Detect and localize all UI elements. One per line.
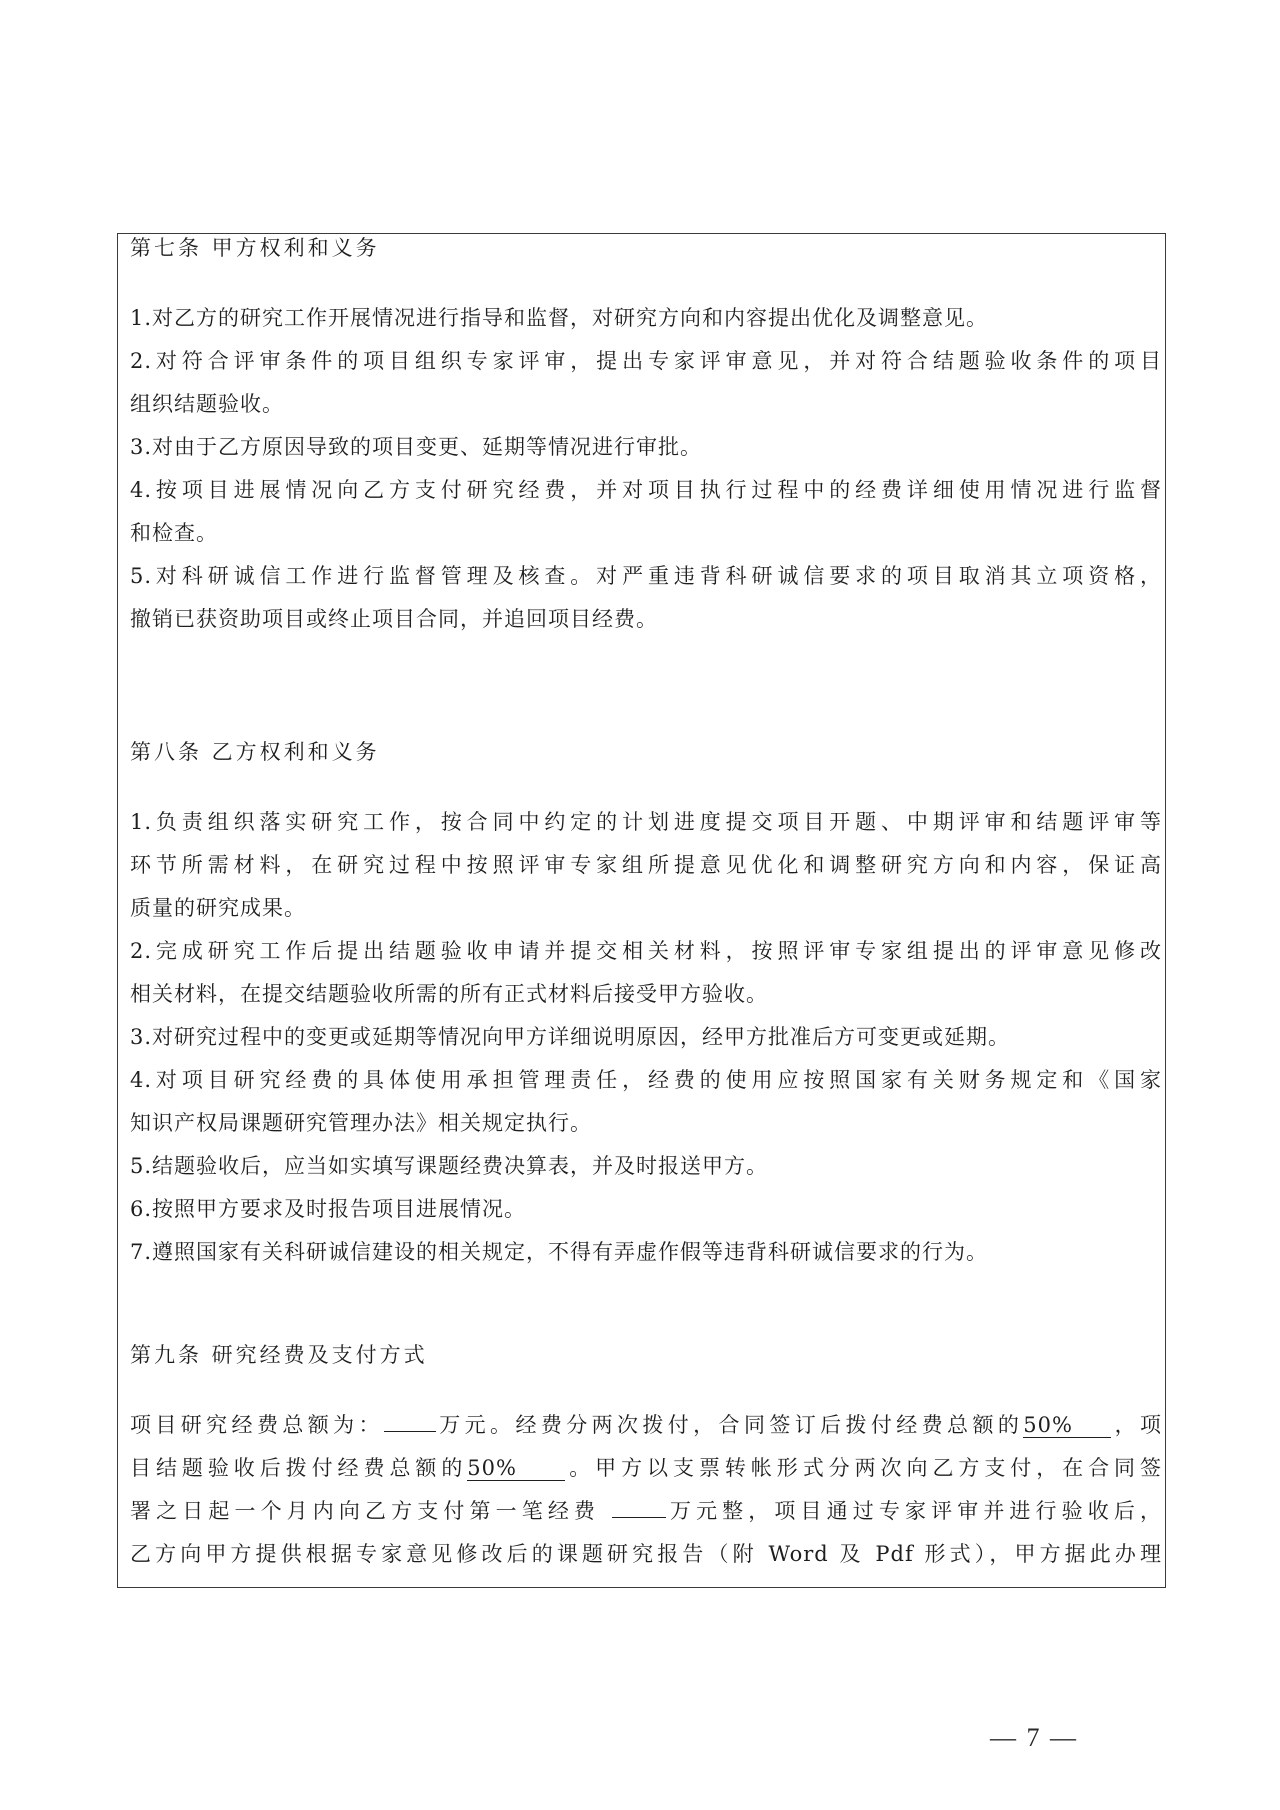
article-9-text: 万元。经费分两次拨付，合同签订后拨付经费总额的	[435, 1413, 1024, 1437]
article-8-line: 相关材料，在提交结题验收所需的所有正式材料后接受甲方验收。	[130, 982, 768, 1006]
article-9-text: 署之日起一个月内向乙方支付第一笔经费	[130, 1499, 612, 1523]
page-number: — 7 —	[990, 1723, 1078, 1752]
article-9-heading: 第九条 研究经费及支付方式	[130, 1343, 428, 1367]
article-7-line: 组织结题验收。	[130, 392, 284, 416]
article-8-line: 4.对项目研究经费的具体使用承担管理责任，经费的使用应按照国家有关财务规定和《国家	[130, 1068, 1162, 1092]
article-9-line	[130, 1458, 1162, 1481]
article-8-line: 5.结题验收后，应当如实填写课题经费决算表，并及时报送甲方。	[130, 1154, 769, 1178]
article-8-line: 6.按照甲方要求及时报告项目进展情况。	[130, 1197, 527, 1221]
article-8-line: 3.对研究过程中的变更或延期等情况向甲方详细说明原因，经甲方批准后方可变更或延期。	[130, 1025, 1011, 1049]
article-7-line: 3.对由于乙方原因导致的项目变更、延期等情况进行审批。	[130, 435, 703, 459]
blank-first-payment-amount	[612, 1516, 666, 1518]
article-8-line: 2.完成研究工作后提出结题验收申请并提交相关材料，按照评审专家组提出的评审意见修改	[130, 939, 1162, 963]
final-payment-percentage: 50%	[467, 1458, 565, 1481]
article-7-line: 4.按项目进展情况向乙方支付研究经费，并对项目执行过程中的经费详细使用情况进行监督	[130, 478, 1162, 502]
article-8-line: 质量的研究成果。	[130, 896, 306, 920]
article-9-text: 项目研究经费总额为：	[130, 1413, 384, 1437]
article-7-line: 2.对符合评审条件的项目组织专家评审，提出专家评审意见，并对符合结题验收条件的项目	[130, 349, 1162, 373]
article-8-line: 7.遵照国家有关科研诚信建设的相关规定，不得有弄虚作假等违背科研诚信要求的行为。	[130, 1240, 989, 1264]
article-7-line: 1.对乙方的研究工作开展情况进行指导和监督，对研究方向和内容提出优化及调整意见。	[130, 306, 989, 330]
article-9-text: 。甲方以支票转帐形式分两次向乙方支付，在合同签	[565, 1456, 1163, 1480]
article-9-line	[130, 1415, 1162, 1438]
article-7-line: 撤销已获资助项目或终止项目合同，并追回项目经费。	[130, 607, 658, 631]
article-9-line	[130, 1501, 1162, 1522]
article-7-heading: 第七条 甲方权利和义务	[130, 236, 380, 260]
article-7-line: 和检查。	[130, 521, 218, 545]
article-8-line: 环节所需材料，在研究过程中按照评审专家组所提意见优化和调整研究方向和内容，保证高	[130, 853, 1162, 877]
article-8-heading: 第八条 乙方权利和义务	[130, 740, 380, 764]
article-9-text: 万元整，项目通过专家评审并进行验收后，	[665, 1499, 1162, 1523]
first-payment-percentage: 50%	[1023, 1415, 1111, 1438]
article-9-text: ，项	[1111, 1413, 1163, 1437]
blank-total-amount	[384, 1430, 436, 1432]
article-9-text: 目结题验收后拨付经费总额的	[130, 1456, 468, 1480]
article-7-line: 5.对科研诚信工作进行监督管理及核查。对严重违背科研诚信要求的项目取消其立项资格，	[130, 564, 1162, 588]
article-8-line: 1.负责组织落实研究工作，按合同中约定的计划进度提交项目开题、中期评审和结题评审等	[130, 810, 1162, 834]
article-9-line: 乙方向甲方提供根据专家意见修改后的课题研究报告（附 Word 及 Pdf 形式），甲方据此办理	[130, 1542, 1162, 1566]
article-8-line: 知识产权局课题研究管理办法》相关规定执行。	[130, 1111, 592, 1135]
